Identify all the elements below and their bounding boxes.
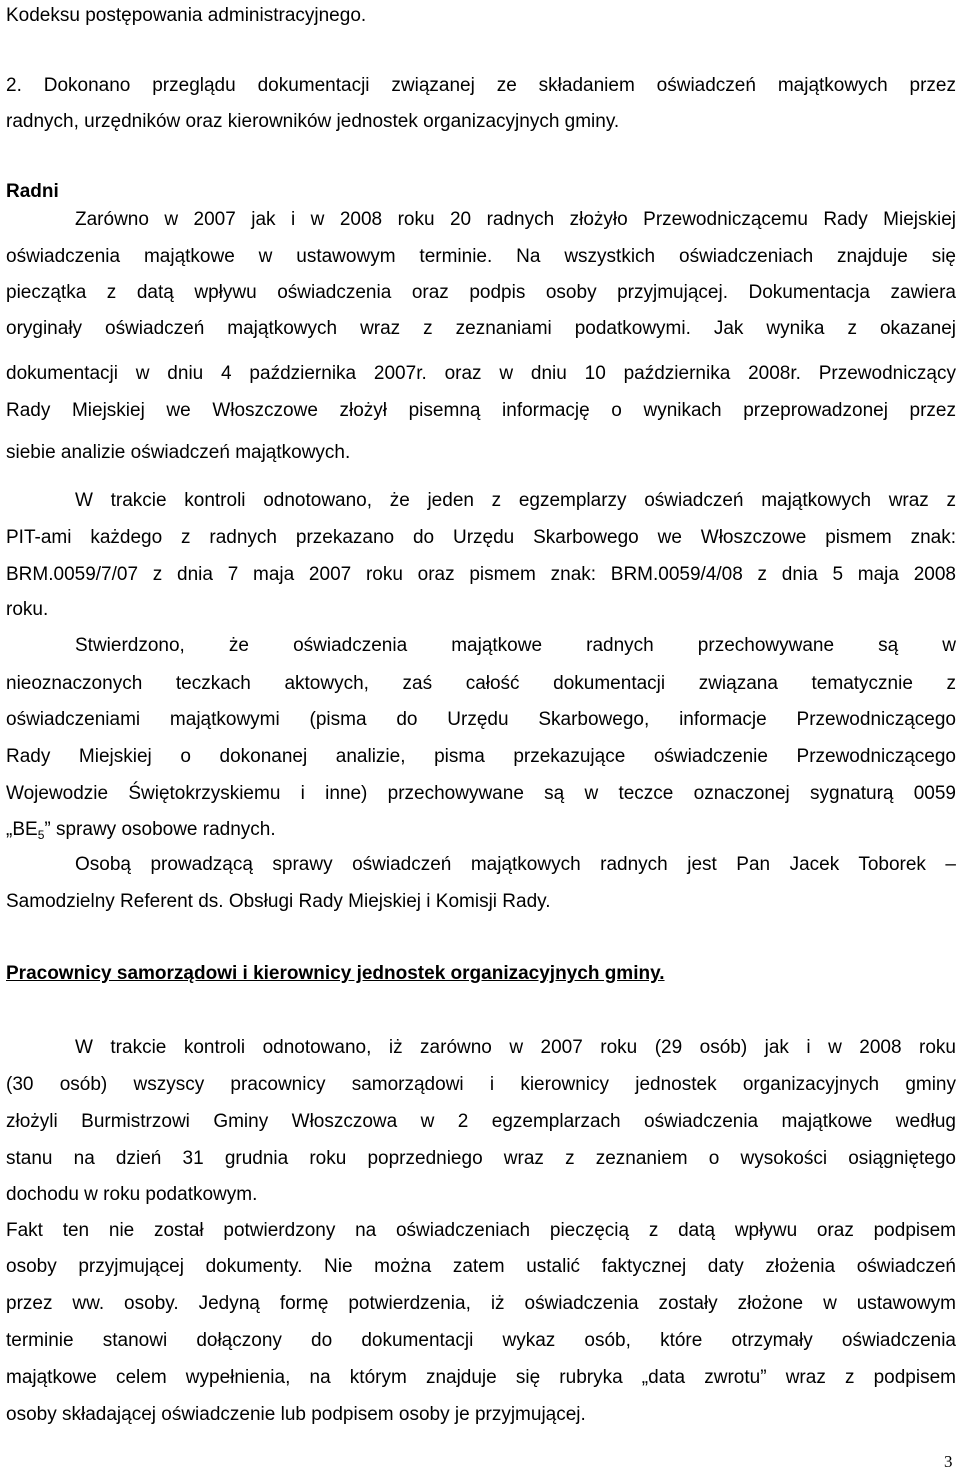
text-line: 2. Dokonano przeglądu dokumentacji związanej ze składaniem oświadczeń majątkowych przez [6,75,956,96]
subscript: 5 [37,828,45,842]
text-line: PIT-ami każdego z radnych przekazano do Urzędu Skarbowego we Włoszczowe pismem znak: [6,527,956,548]
section-heading: Radni [6,181,59,202]
text-line: dochodu w roku podatkowym. [6,1184,258,1205]
text-line: BRM.0059/7/07 z dnia 7 maja 2007 roku oraz pismem znak: BRM.0059/4/08 z dnia 5 maja 2008 [6,564,956,585]
text-line: nieoznaczonych teczkach aktowych, zaś całość dokumentacji związana tematycznie z [6,673,956,694]
text-line: Wojewodzie Świętokrzyskiemu i inne) przechowywane są w teczce oznaczonej sygnaturą 0059 [6,783,956,804]
text-line [6,818,956,842]
text-line: Fakt ten nie został potwierdzony na oświadczeniach pieczęcią z datą wpływu oraz podpisem [6,1220,956,1241]
text-line: roku. [6,599,49,620]
signature-suffix: ” sprawy osobowe radnych. [44,819,276,840]
text-line: złożyli Burmistrzowi Gminy Włoszczowa w 2 egzemplarzach oświadczenia majątkowe według [6,1111,956,1132]
text-line: oświadczenia majątkowe w ustawowym terminie. Na wszystkich oświadczeniach znajduje się [6,246,956,267]
text-line: Stwierdzono, że oświadczenia majątkowe radnych przechowywane są w [75,635,956,656]
section-heading: Pracownicy samorządowi i kierownicy jednostek organizacyjnych gminy. [6,963,665,984]
text-line: majątkowe celem wypełnienia, na którym znajduje się rubryka „data zwrotu” wraz z podpisem [6,1367,956,1388]
text-line: oryginały oświadczeń majątkowych wraz z zeznaniami podatkowymi. Jak wynika z okazanej [6,318,956,339]
text-line: Rady Miejskiej o dokonanej analizie, pisma przekazujące oświadczenie Przewodniczącego [6,746,956,767]
text-line: W trakcie kontroli odnotowano, iż zarówno w 2007 roku (29 osób) jak i w 2008 roku [75,1037,956,1058]
page-number: 3 [944,1452,953,1471]
text-line: terminie stanowi dołączony do dokumentacji wykaz osób, które otrzymały oświadczenia [6,1330,956,1351]
text-line: osoby przyjmującej dokumenty. Nie można zatem ustalić faktycznej daty złożenia oświadczeń [6,1256,956,1277]
text-line: stanu na dzień 31 grudnia roku poprzedniego wraz z zeznaniem o wysokości osiągniętego [6,1148,956,1169]
text-line: Rady Miejskiej we Włoszczowe złożył pisemną informację o wynikach przeprowadzonej przez [6,400,956,421]
text-line: (30 osób) wszyscy pracownicy samorządowi i kierownicy jednostek organizacyjnych gminy [6,1074,956,1095]
text-line: Kodeksu postępowania administracyjnego. [6,5,367,26]
text-line: W trakcie kontroli odnotowano, że jeden z egzemplarzy oświadczeń majątkowych wraz z [75,490,956,511]
signature-prefix: „BE [6,819,38,840]
text-line: Zarówno w 2007 jak i w 2008 roku 20 radnych złożyło Przewodniczącemu Rady Miejskiej [75,209,956,230]
text-line: oświadczeniami majątkowymi (pisma do Urzędu Skarbowego, informacje Przewodniczącego [6,709,956,730]
text-line: pieczątka z datą wpływu oświadczenia oraz podpis osoby przyjmującej. Dokumentacja zawiera [6,282,956,303]
text-line: Osobą prowadzącą sprawy oświadczeń majątkowych radnych jest Pan Jacek Toborek – [75,854,956,875]
text-line: siebie analizie oświadczeń majątkowych. [6,442,351,463]
text-line: Samodzielny Referent ds. Obsługi Rady Miejskiej i Komisji Rady. [6,891,551,912]
text-line: przez ww. osoby. Jedyną formę potwierdzenia, iż oświadczenia zostały złożone w ustawowym [6,1293,956,1314]
text-line: radnych, urzędników oraz kierowników jednostek organizacyjnych gminy. [6,111,620,132]
text-line: osoby składającej oświadczenie lub podpisem osoby je przyjmującej. [6,1404,586,1425]
text-line: dokumentacji w dniu 4 października 2007r. oraz w dniu 10 października 2008r. Przewodniczący [6,363,956,384]
